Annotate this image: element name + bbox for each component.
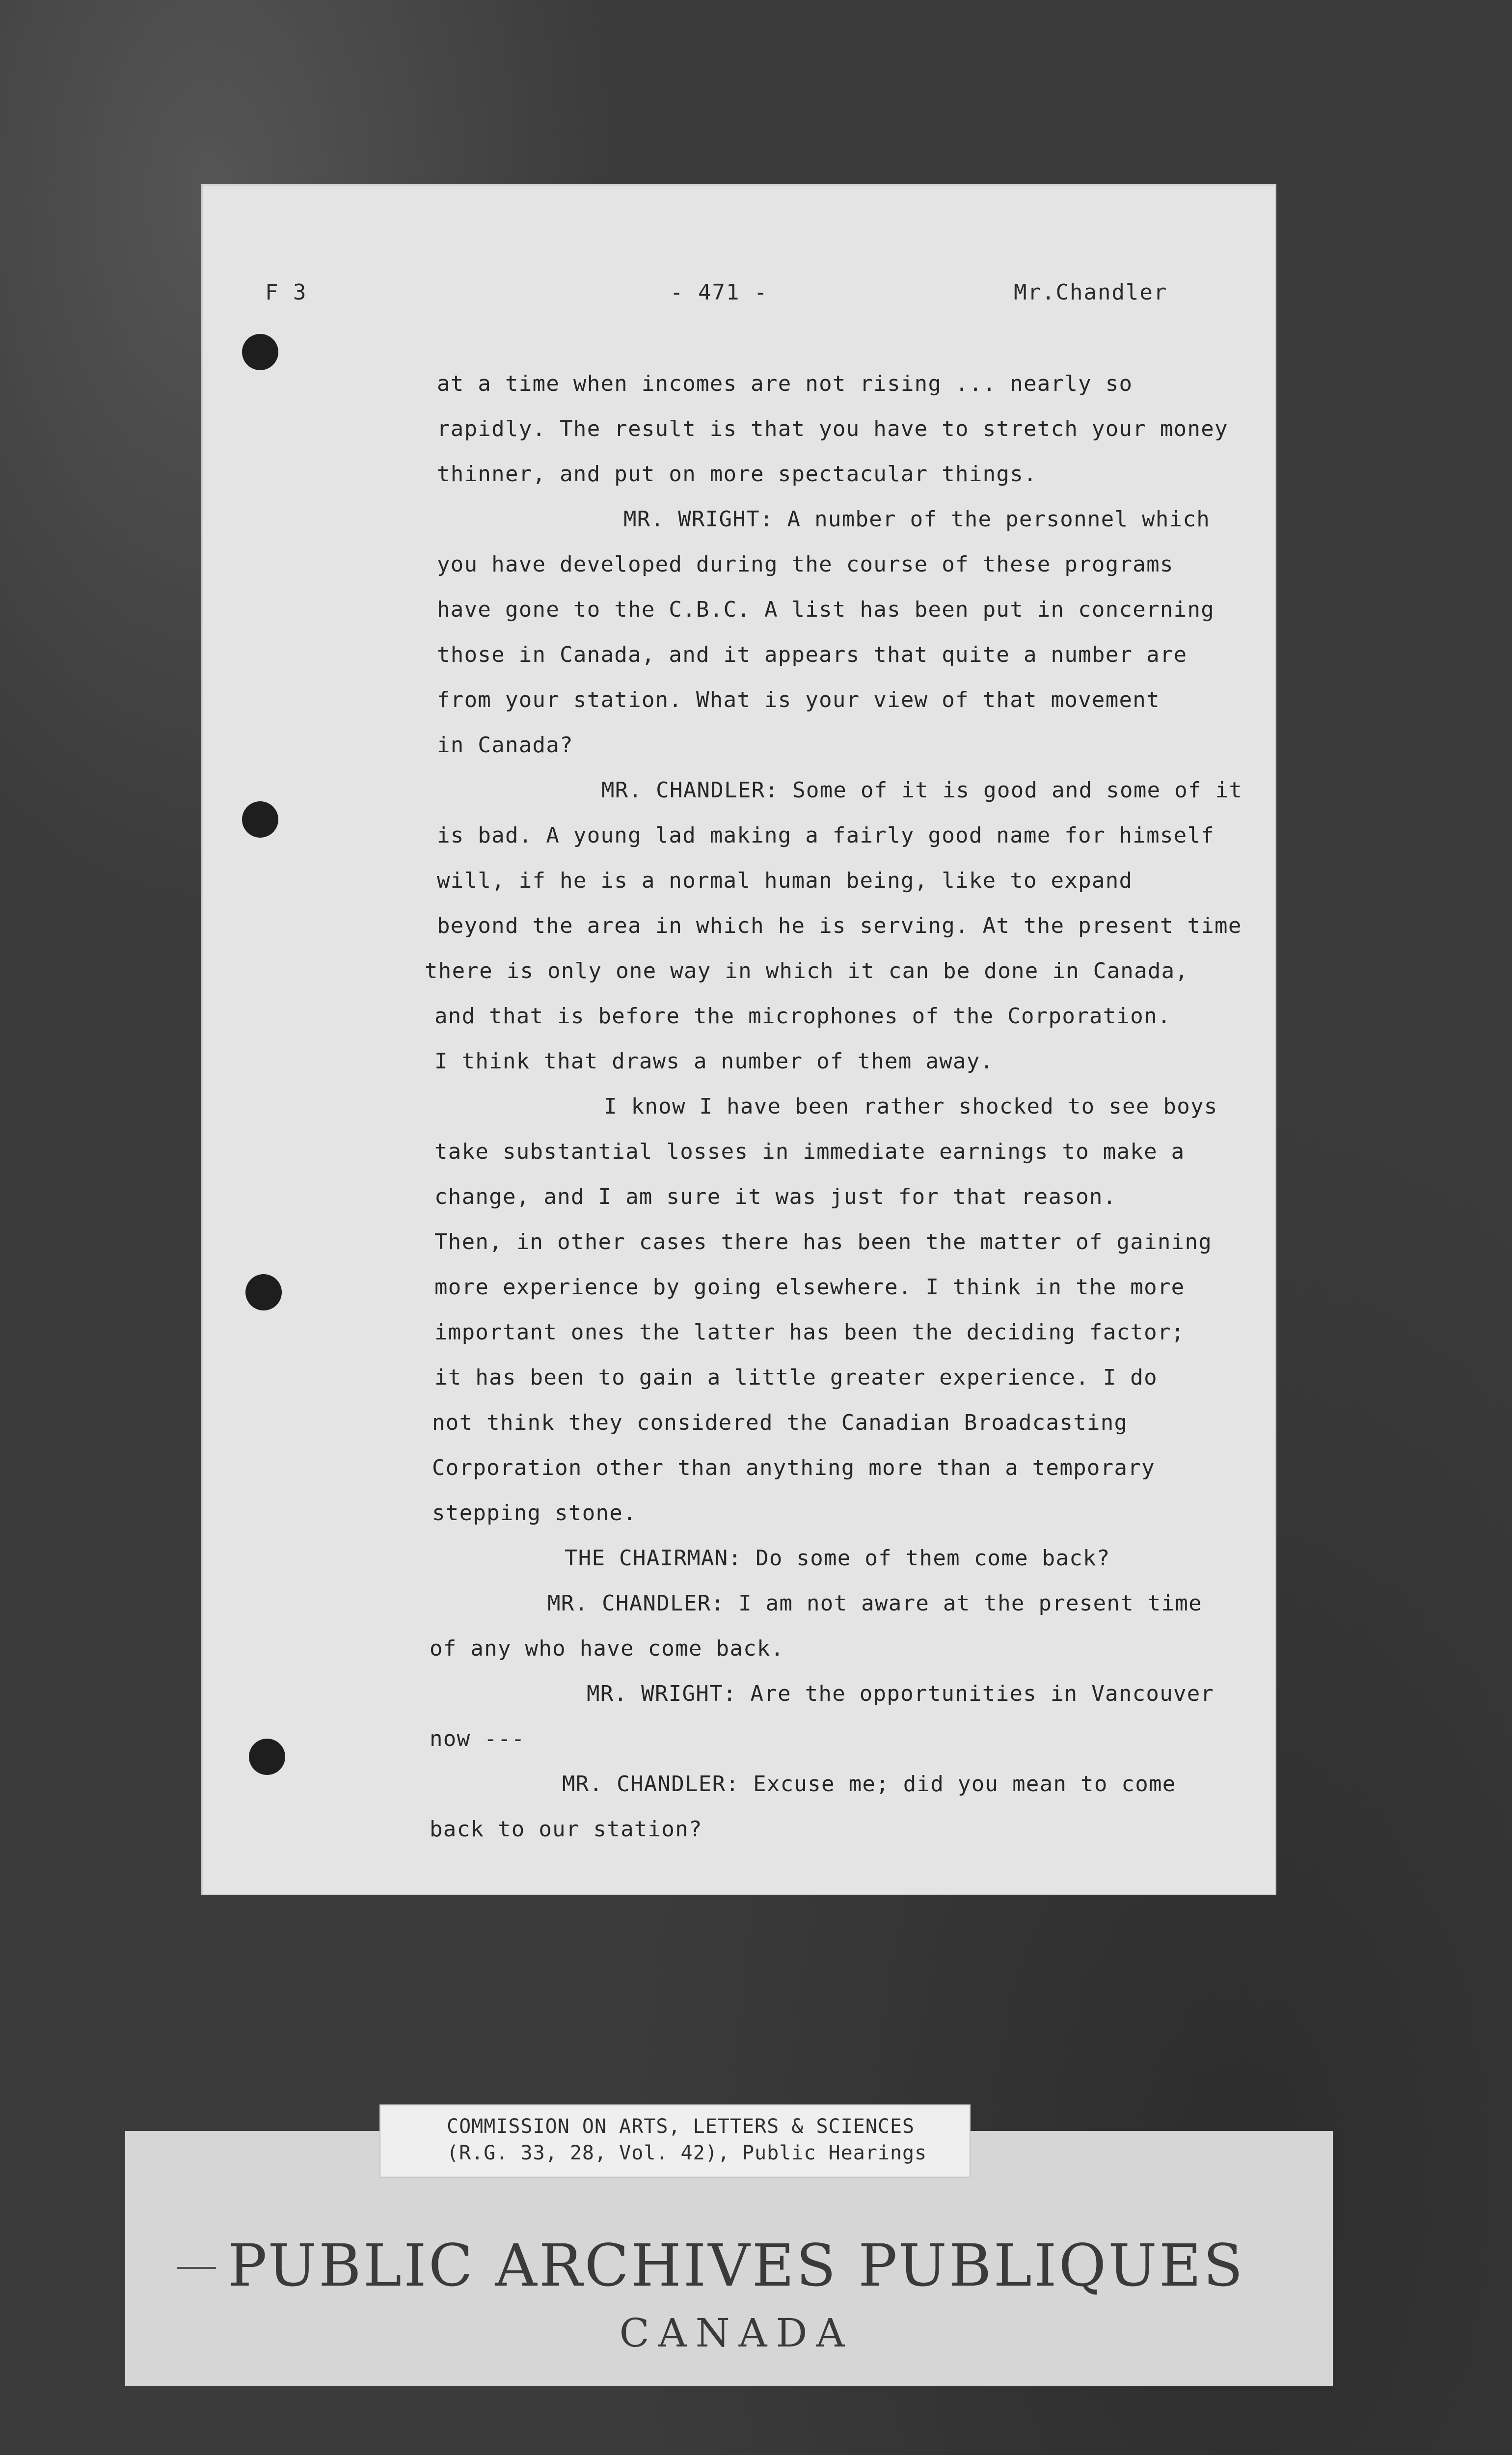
text-line: of any who have come back. (430, 1636, 784, 1661)
punch-hole (242, 334, 278, 370)
text-line: MR. CHANDLER: Excuse me; did you mean to come (562, 1772, 1176, 1797)
text-line: important ones the latter has been the deciding factor; (434, 1320, 1185, 1345)
text-line: I know I have been rather shocked to see boys (604, 1094, 1218, 1119)
punch-hole (249, 1739, 285, 1775)
text-line: have gone to the C.B.C. A list has been put in concerning (437, 597, 1215, 622)
stamp-dash (177, 2267, 216, 2269)
text-line: take substantial losses in immediate earnings to make a (434, 1139, 1185, 1164)
text-line: MR. WRIGHT: A number of the personnel which (623, 507, 1210, 532)
text-line: change, and I am sure it was just for that reason. (434, 1184, 1117, 1209)
document-page (201, 184, 1276, 1895)
collection-title: COMMISSION ON ARTS, LETTERS & SCIENCES (447, 2115, 915, 2138)
text-line: you have developed during the course of these programs (437, 552, 1174, 577)
text-line: MR. CHANDLER: Some of it is good and some of it (601, 778, 1243, 803)
text-line: Corporation other than anything more than a temporary (432, 1455, 1155, 1480)
page-speaker-header: Mr.Chandler (1014, 280, 1168, 305)
archives-stamp-title: PUBLIC ARCHIVES PUBLIQUES (228, 2232, 1245, 2299)
text-line: THE CHAIRMAN: Do some of them come back? (565, 1546, 1110, 1571)
text-line: not think they considered the Canadian Broadcasting (432, 1410, 1128, 1435)
text-line: is bad. A young lad making a fairly good name for himself (437, 823, 1215, 848)
text-line: stepping stone. (432, 1500, 637, 1526)
section-code: F 3 (265, 280, 307, 305)
text-line: MR. CHANDLER: I am not aware at the present time (547, 1591, 1202, 1616)
punch-hole (245, 1274, 282, 1310)
text-line: from your station. What is your view of that movement (437, 687, 1160, 712)
text-line: more experience by going elsewhere. I think in the more (434, 1275, 1185, 1300)
collection-reference: (R.G. 33, 28, Vol. 42), Public Hearings (447, 2142, 927, 2164)
text-line: at a time when incomes are not rising ... nearly so (437, 371, 1133, 396)
text-line: I think that draws a number of them away. (434, 1049, 994, 1074)
text-line: will, if he is a normal human being, like to expand (437, 868, 1133, 893)
text-line: MR. WRIGHT: Are the opportunities in Vancouver (587, 1681, 1215, 1706)
archive-reference-label (380, 2105, 970, 2177)
text-line: thinner, and put on more spectacular things. (437, 462, 1037, 487)
text-line: rapidly. The result is that you have to stretch your money (437, 416, 1228, 441)
text-line: Then, in other cases there has been the matter of gaining (434, 1229, 1213, 1255)
punch-hole (242, 801, 278, 838)
text-line: there is only one way in which it can be done in Canada, (425, 958, 1189, 983)
text-line: now --- (430, 1726, 525, 1751)
text-line: back to our station? (430, 1817, 702, 1842)
text-line: those in Canada, and it appears that quite a number are (437, 642, 1188, 667)
text-line: beyond the area in which he is serving. At the present time (437, 913, 1242, 938)
archives-stamp-country: CANADA (619, 2310, 854, 2356)
text-line: in Canada? (437, 733, 573, 758)
text-line: it has been to gain a little greater experience. I do (434, 1365, 1158, 1390)
page-number: - 471 - (670, 280, 768, 305)
text-line: and that is before the microphones of the Corporation. (434, 1004, 1171, 1029)
